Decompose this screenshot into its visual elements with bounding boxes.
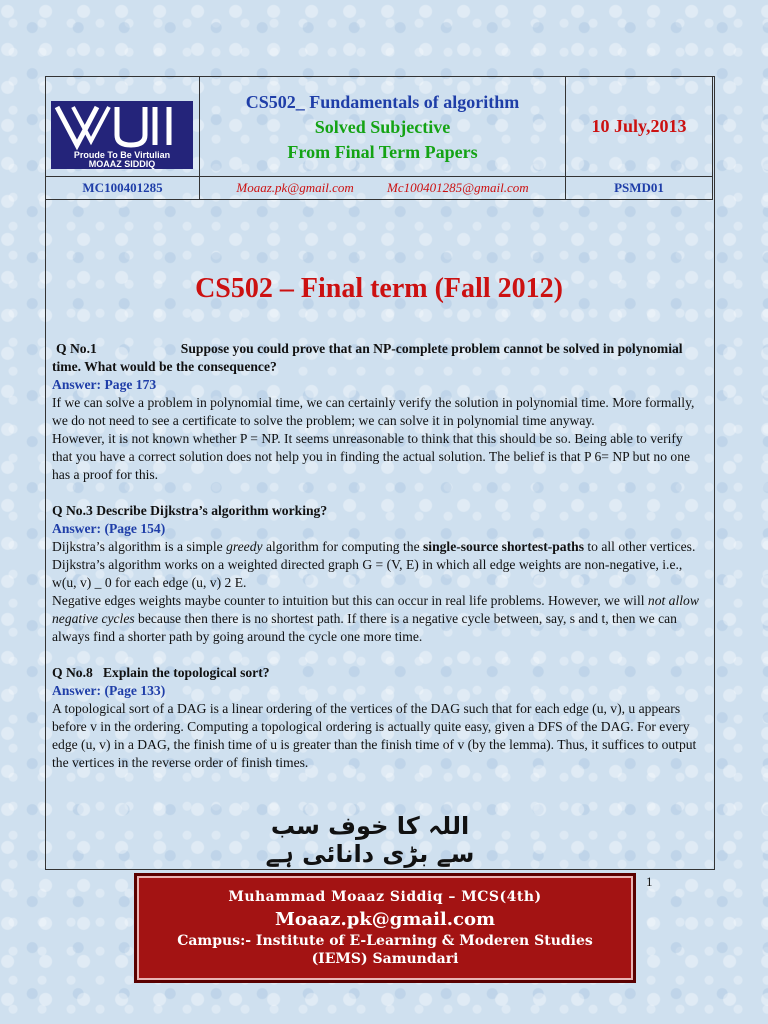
author-line: Muhammad Moaaz Siddiq – MCS(4th) [228, 889, 542, 905]
emails-cell [200, 177, 566, 200]
campus-line-2: (IEMS) Samundari [311, 951, 459, 967]
footer-banner [134, 873, 636, 983]
question-text: Suppose you could prove that an NP-complete problem cannot be solved in polynomial time. What would be the consequence? [52, 341, 683, 374]
question-text: Explain the topological sort? [102, 665, 270, 680]
campus-line: Campus:- Institute of E-Learning & Moderen Studies [177, 933, 593, 949]
question-8 [52, 664, 704, 682]
answer-paragraph: However, it is not known whether P = NP. It seems unreasonable to think that this should be so. Being able to verify that you have a correct solution does not help you in finding the actual solution. The belief is that P 6= NP but no one has a proof for this. [52, 431, 691, 482]
page-title: CS502 – Final term (Fall 2012) [195, 273, 563, 304]
urdu-quote: اللہ کا خوف سب سے بڑی دانائی ہے [265, 812, 475, 868]
logo-tagline: Proude To Be Virtulian [73, 149, 171, 160]
logo-name: MOAAZ SIDDIQ [88, 158, 156, 169]
subtitle-line-2: From Final Term Papers [287, 142, 478, 162]
question-label: Q No.3 [52, 503, 93, 518]
answer-ref: Answer: Page 173 [52, 377, 157, 392]
answer-paragraph: Dijkstra’s algorithm is a simple greedy algorithm for computing the single-source shortest-paths to all other vertices. Dijkstra’s algorithm works on a weighted directed graph G = (V, E) in which all edge weights are non-negative, i.e., w(u, v) _ 0 for each edge (u, v) 2 E. [52, 539, 696, 590]
logo-caption [51, 151, 193, 169]
document-code: PSMD01 [566, 177, 713, 200]
answer-ref: Answer: (Page 133) [52, 683, 166, 698]
answer-paragraph: A topological sort of a DAG is a linear ordering of the vertices of the DAG such that for each edge (u, v), u appears before v in the ordering. Computing a topological ordering is actually quite easy, given a DFS of the DAG. For every edge (u, v) in a DAG, the finish time of u is greater than the finish time of v (by the lemma). Thus, it suffices to output the vertices in the reverse order of finish times. [52, 701, 697, 770]
vu-logo [51, 101, 193, 169]
question-label: Q No.1 [56, 341, 97, 356]
course-title: CS502_ Fundamentals of algorithm [245, 92, 520, 112]
date-cell: 10 July,2013 [566, 77, 713, 177]
question-3 [52, 502, 704, 520]
header-table [45, 76, 713, 200]
student-id: MC100401285 [46, 177, 200, 200]
email-primary[interactable]: Moaaz.pk@gmail.com [236, 180, 354, 195]
question-label: Q No.8 [52, 665, 93, 680]
answer-paragraph: Negative edges weights maybe counter to intuition but this can occur in real life problems. However, we will not allow negative cycles because then there is no shortest path. If there is a negative cycle between, say, s and t, then we can always find a shorter path by going around the cycle one more time. [52, 593, 699, 644]
title-cell [200, 77, 566, 177]
page-number: 1 [646, 874, 653, 889]
question-text: Describe Dijkstra’s algorithm working? [96, 503, 328, 518]
vu-logo-mark [51, 101, 193, 151]
question-1 [52, 340, 704, 376]
subtitle-line: Solved Subjective [314, 117, 451, 137]
footer-email[interactable]: Moaaz.pk@gmail.com [274, 909, 496, 930]
answer-ref: Answer: (Page 154) [52, 521, 166, 536]
document-body [52, 340, 704, 772]
logo-cell [46, 77, 200, 177]
email-secondary[interactable]: Mc100401285@gmail.com [387, 180, 529, 195]
answer-paragraph: If we can solve a problem in polynomial time, we can certainly verify the solution in polynomial time. More formally, we do not need to see a certificate to solve the problem; we can solve it in polynomial time anyway. [52, 395, 695, 428]
